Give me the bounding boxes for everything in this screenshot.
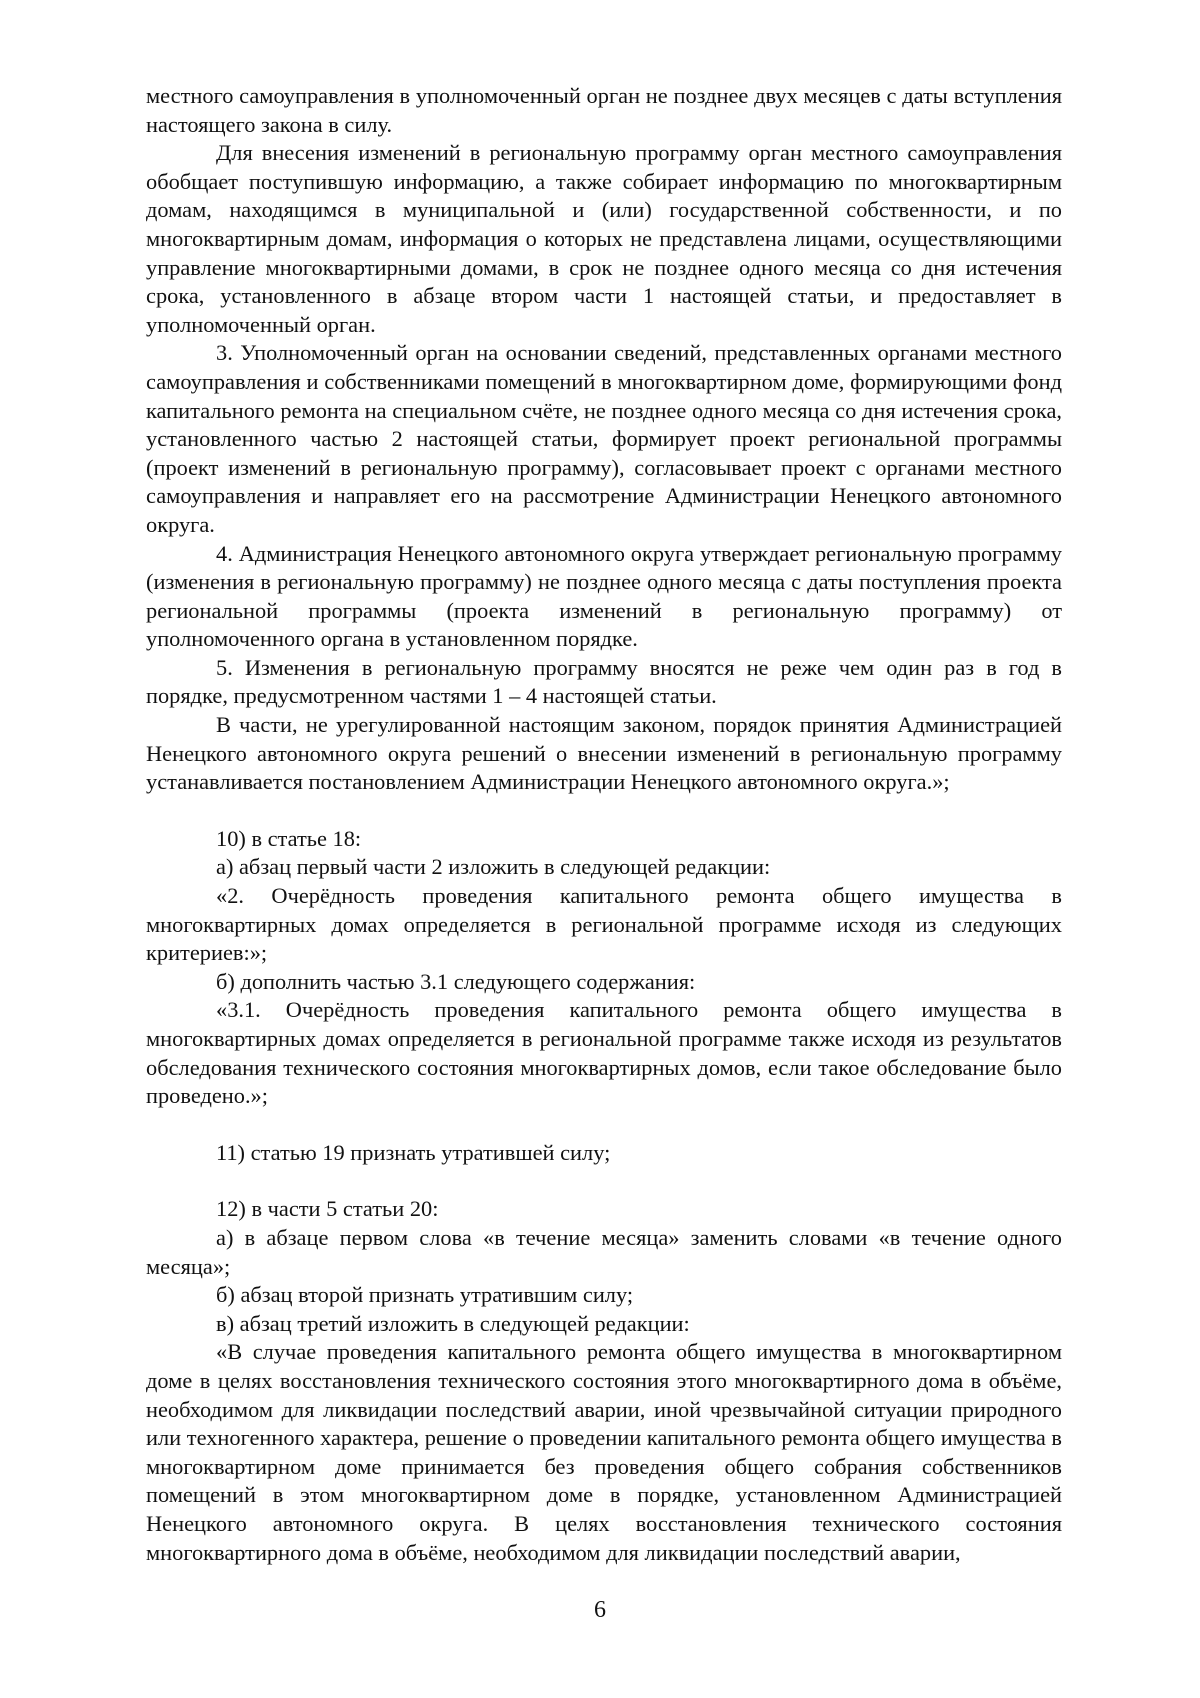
paragraph-part-4: 4. Администрация Ненецкого автономного округа утверждает региональную программу (изменения в региональную программу) не позднее одного месяца с даты поступления проекта региональной программы (проекта изменений в региональную программу) от уполномоченного органа в установленном порядке. (146, 540, 1062, 652)
paragraph-continuation: местного самоуправления в уполномоченный орган не позднее двух месяцев с даты вступления настоящего закона в силу. (146, 83, 1062, 137)
paragraph-quote-3-1: «3.1. Очерёдность проведения капитального ремонта общего имущества в многоквартирных домах определяется в региональной программе также исходя из результатов обследования технического состояния многоквартирных домов, если такое обследование было проведено.»; (146, 997, 1062, 1109)
paragraph-quote-emergency: «В случае проведения капитального ремонта общего имущества в многоквартирном доме в целях восстановления технического состояния этого многоквартирного дома в объёме, необходимом для ликвидации последствий аварии, иной чрезвычайной ситуации природного или техногенного характера, решение о проведении капитального ремонта общего имущества в многоквартирном доме принимается без проведения общего собрания собственников помещений в этом многоквартирном доме в порядке, установленном Администрацией Ненецкого автономного округа. В целях восстановления технического состояния многоквартирного дома в объёме, необходимом для ликвидации последствий аварии, (146, 1339, 1062, 1565)
paragraph-quote-2: «2. Очерёдность проведения капитального ремонта общего имущества в многоквартирных домах определяется в региональной программе исходя из следующих критериев:»; (146, 883, 1062, 966)
paragraph-item-10: 10) в статье 18: (216, 825, 362, 851)
paragraph-item-10b: б) дополнить частью 3.1 следующего содержания: (216, 968, 696, 994)
page-number: 6 (594, 1597, 606, 1623)
paragraph-item-12v: в) абзац третий изложить в следующей редакции: (216, 1310, 690, 1336)
paragraph-item-12: 12) в части 5 статьи 20: (216, 1196, 439, 1222)
paragraph-amendment-info: Для внесения изменений в региональную программу орган местного самоуправления обобщает поступившую информацию, а также собирает информацию по многоквартирным домам, находящимся в муниципальной и (или) государственной собственности, и по многоквартирным домам, информация о которых не представлена лицами, осуществляющими управление многоквартирными домами, в срок не позднее одного месяца со дня истечения срока, установленного в абзаце втором части 1 настоящей статьи, и предоставляет в уполномоченный орган. (146, 140, 1062, 337)
paragraph-item-12b: б) абзац второй признать утратившим силу; (216, 1282, 634, 1308)
paragraph-item-11: 11) статью 19 признать утратившей силу; (216, 1139, 611, 1165)
paragraph-unregulated: В части, не урегулированной настоящим законом, порядок принятия Администрацией Ненецкого автономного округа решений о внесении изменений в региональную программу устанавливается постановлением Администрации Ненецкого автономного округа.»; (146, 712, 1062, 795)
paragraph-item-10a: а) абзац первый части 2 изложить в следующей редакции: (216, 854, 771, 880)
document-body (146, 82, 1062, 1567)
paragraph-item-12a: а) в абзаце первом слова «в течение месяца» заменить словами «в течение одного месяца»; (146, 1224, 1062, 1279)
paragraph-part-5: 5. Изменения в региональную программу вносятся не реже чем один раз в год в порядке, предусмотренном частями 1 – 4 настоящей статьи. (146, 654, 1062, 709)
paragraph-part-3: 3. Уполномоченный орган на основании сведений, представленных органами местного самоуправления и собственниками помещений в многоквартирном доме, формирующими фонд капитального ремонта на специальном счёте, не позднее одного месяца со дня истечения срока, установленного частью 2 настоящей статьи, формирует проект региональной программы (проект изменений в региональную программу), согласовывает проект с органами местного самоуправления и направляет его на рассмотрение Администрации Ненецкого автономного округа. (146, 340, 1062, 537)
